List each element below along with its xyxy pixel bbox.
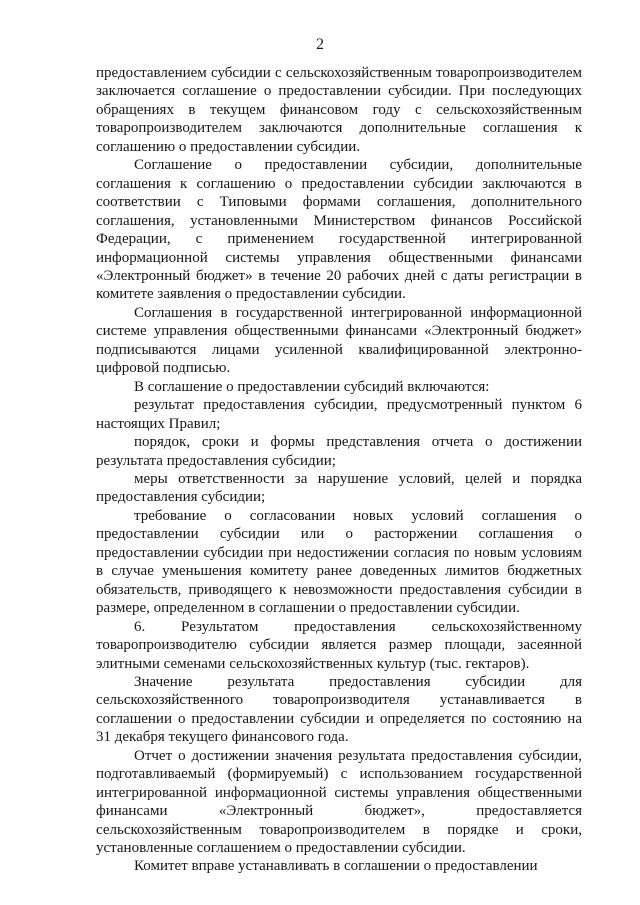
paragraph-electronic-signature: Соглашения в государственной интегрированной информационной системе управления общественными финансами «Электронный бюджет» подписываются лицами усиленной квалифицированной электронно-цифровой подписью. (96, 304, 582, 377)
list-item-reporting: порядок, сроки и формы представления отчета о достижении результата предоставления субсидии; (96, 434, 582, 469)
paragraph-result-value: Значение результата предоставления субсидии для сельскохозяйственного товаропроизводителя устанавливается в соглашении о предоставлении субсидии и определяется по состоянию на 31 декабря текущего финансового года. (96, 673, 582, 746)
list-item-result: результат предоставления субсидии, предусмотренный пунктом 6 настоящих Правил; (96, 397, 582, 432)
document-body (96, 64, 582, 876)
paragraph-agreement-conclusion: Соглашение о предоставлении субсидии, дополнительные соглашения к соглашению о предоставлении субсидии заключаются в соответствии с Типовыми формами соглашения, дополнительного соглашения, установленными Министерством финансов Российской Федерации, с применением государственной интегрированной информационной системы управления общественными финансами «Электронный бюджет» в течение 20 рабочих дней с даты регистрации в комитете заявления о предоставлении субсидии. (96, 157, 582, 303)
page-number: 2 (316, 36, 324, 53)
paragraph-agreement-contents-intro: В соглашение о предоставлении субсидий включаются: (134, 378, 490, 395)
list-item-new-conditions: требование о согласовании новых условий соглашения о предоставлении субсидии или о расторжении соглашения о предоставлении субсидии при недостижении согласия по новым условиям в случае уменьшения комитету ранее доведенных лимитов бюджетных обязательств, приводящего к невозможности предоставления субсидии в размере, определенном в соглашении о предоставлении субсидии. (96, 507, 582, 617)
paragraph-committee-rights: Комитет вправе устанавливать в соглашении о предоставлении (134, 858, 538, 875)
paragraph-clause-6: 6. Результатом предоставления сельскохозяйственному товаропроизводителю субсидии является размер площади, засеянной элитными семенами сельскохозяйственных культур (тыс. гектаров). (96, 618, 582, 672)
list-item-liability: меры ответственности за нарушение условий, целей и порядка предоставления субсидии; (96, 470, 582, 506)
paragraph-report: Отчет о достижении значения результата предоставления субсидии, подготавливаемый (формируемый) с использованием государственной интегрированной информационной системы управления общественными финансами «Электронный бюджет», предоставляется сельскохозяйственным товаропроизводителем в порядке и сроки, установленные соглашением о предоставлении субсидии. (96, 747, 582, 857)
paragraph-continuation: предоставлением субсидии с сельскохозяйственным товаропроизводителем заключается соглашение о предоставлении субсидии. При последующих обращениях в текущем финансовом году с сельскохозяйственным товаропроизводителем заключаются дополнительные соглашения к соглашению о предоставлении субсидии. (96, 65, 582, 155)
